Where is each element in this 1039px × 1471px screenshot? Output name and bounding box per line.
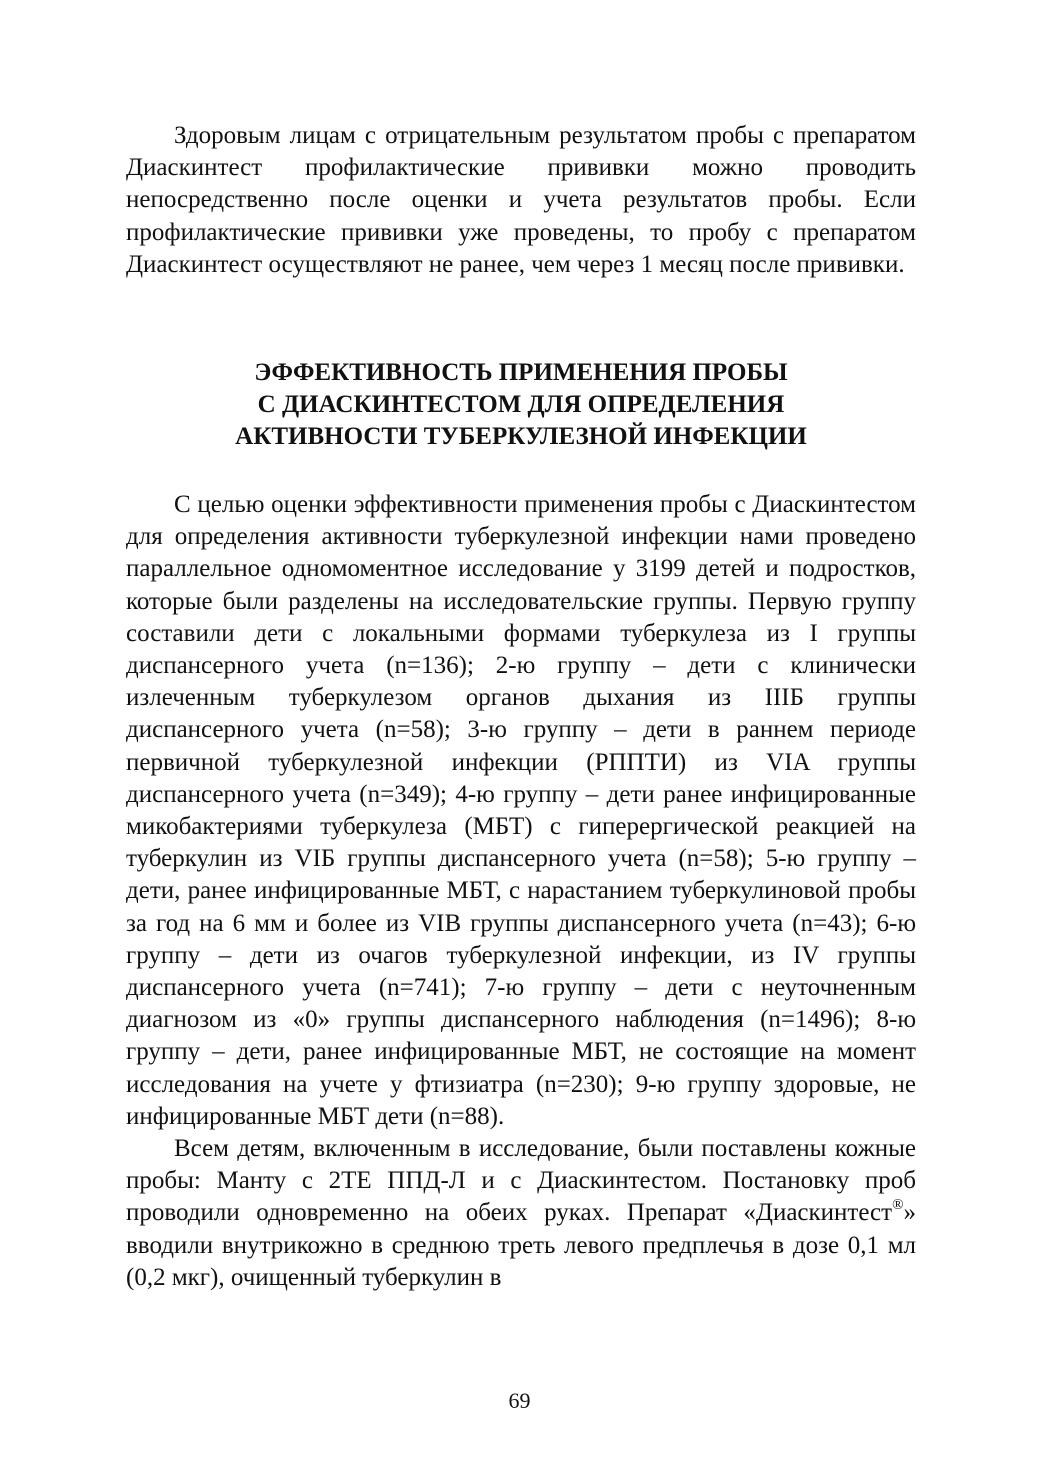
heading-line-2: С ДИАСКИНТЕСТОМ ДЛЯ ОПРЕДЕЛЕНИЯ bbox=[257, 391, 785, 419]
tests-paragraph-part-2: » вводили внутрикожно в среднюю треть левого предплечья в дозе 0,1 мл (0,2 мкг), очищенный туберкулин в bbox=[126, 1199, 916, 1291]
page-number: 69 bbox=[508, 1388, 531, 1413]
heading-line-3: АКТИВНОСТИ ТУБЕРКУЛЕЗНОЙ ИНФЕКЦИИ bbox=[235, 423, 807, 451]
registered-mark: ® bbox=[892, 1197, 904, 1214]
page-body bbox=[126, 120, 916, 1294]
study-paragraph: С целью оценки эффективности применения пробы с Диаскинтестом для определения активности туберкулезной инфекции нами проведено параллельное одномоментное исследование у 3199 детей и подростков, которые были разделены на исследовательские группы. Первую группу составили дети с локальными формами туберкулеза из I группы диспансерного учета (n=136); 2-ю группу – дети с клинически излеченным туберкулезом органов дыхания из IIIБ группы диспансерного учета (n=58); 3-ю группу – дети в раннем периоде первичной туберкулезной инфекции (РППТИ) из VIA группы диспансерного учета (n=349); 4-ю группу – дети ранее инфицированные микобактериями туберкулеза (МБТ) с гиперергической реакцией на туберкулин из VIБ группы диспансерного учета (n=58); 5-ю группу – дети, ранее инфицированные МБТ, с нарастанием туберкулиновой пробы за год на 6 мм и более из VIB группы диспансерного учета (n=43); 6-ю группу – дети из очагов туберкулезной инфекции, из IV группы диспансерного учета (n=741); 7-ю группу – дети с неуточненным диагнозом из «0» группы диспансерного наблюдения (n=1496); 8-ю группу – дети, ранее инфицированные МБТ, не состоящие на момент исследования на учете у фтизиатра (n=230); 9-ю группу здоровые, не инфицированные МБТ дети (n=88). bbox=[126, 491, 916, 1130]
tests-paragraph-part-1: Всем детям, включенным в исследование, были поставлены кожные пробы: Манту с 2ТЕ ППД-Л и с Диаскинтестом. Постановку проб проводили одновременно на обеих руках. Препарат «Диаскинтест bbox=[126, 1135, 916, 1227]
section-heading bbox=[126, 357, 916, 453]
section-spacer bbox=[126, 281, 916, 357]
tests-paragraph bbox=[126, 1133, 916, 1294]
heading-line-1: ЭФФЕКТИВНОСТЬ ПРИМЕНЕНИЯ ПРОБЫ bbox=[254, 359, 788, 387]
heading-spacer bbox=[126, 453, 916, 489]
intro-paragraph: Здоровым лицам с отрицательным результатом пробы с препаратом Диаскинтест профилактические прививки можно проводить непосредственно после оценки и учета результатов пробы. Если профилактические прививки уже проведены, то пробу с препаратом Диаскинтест осуществляют не ранее, чем через 1 месяц после прививки. bbox=[126, 122, 916, 278]
